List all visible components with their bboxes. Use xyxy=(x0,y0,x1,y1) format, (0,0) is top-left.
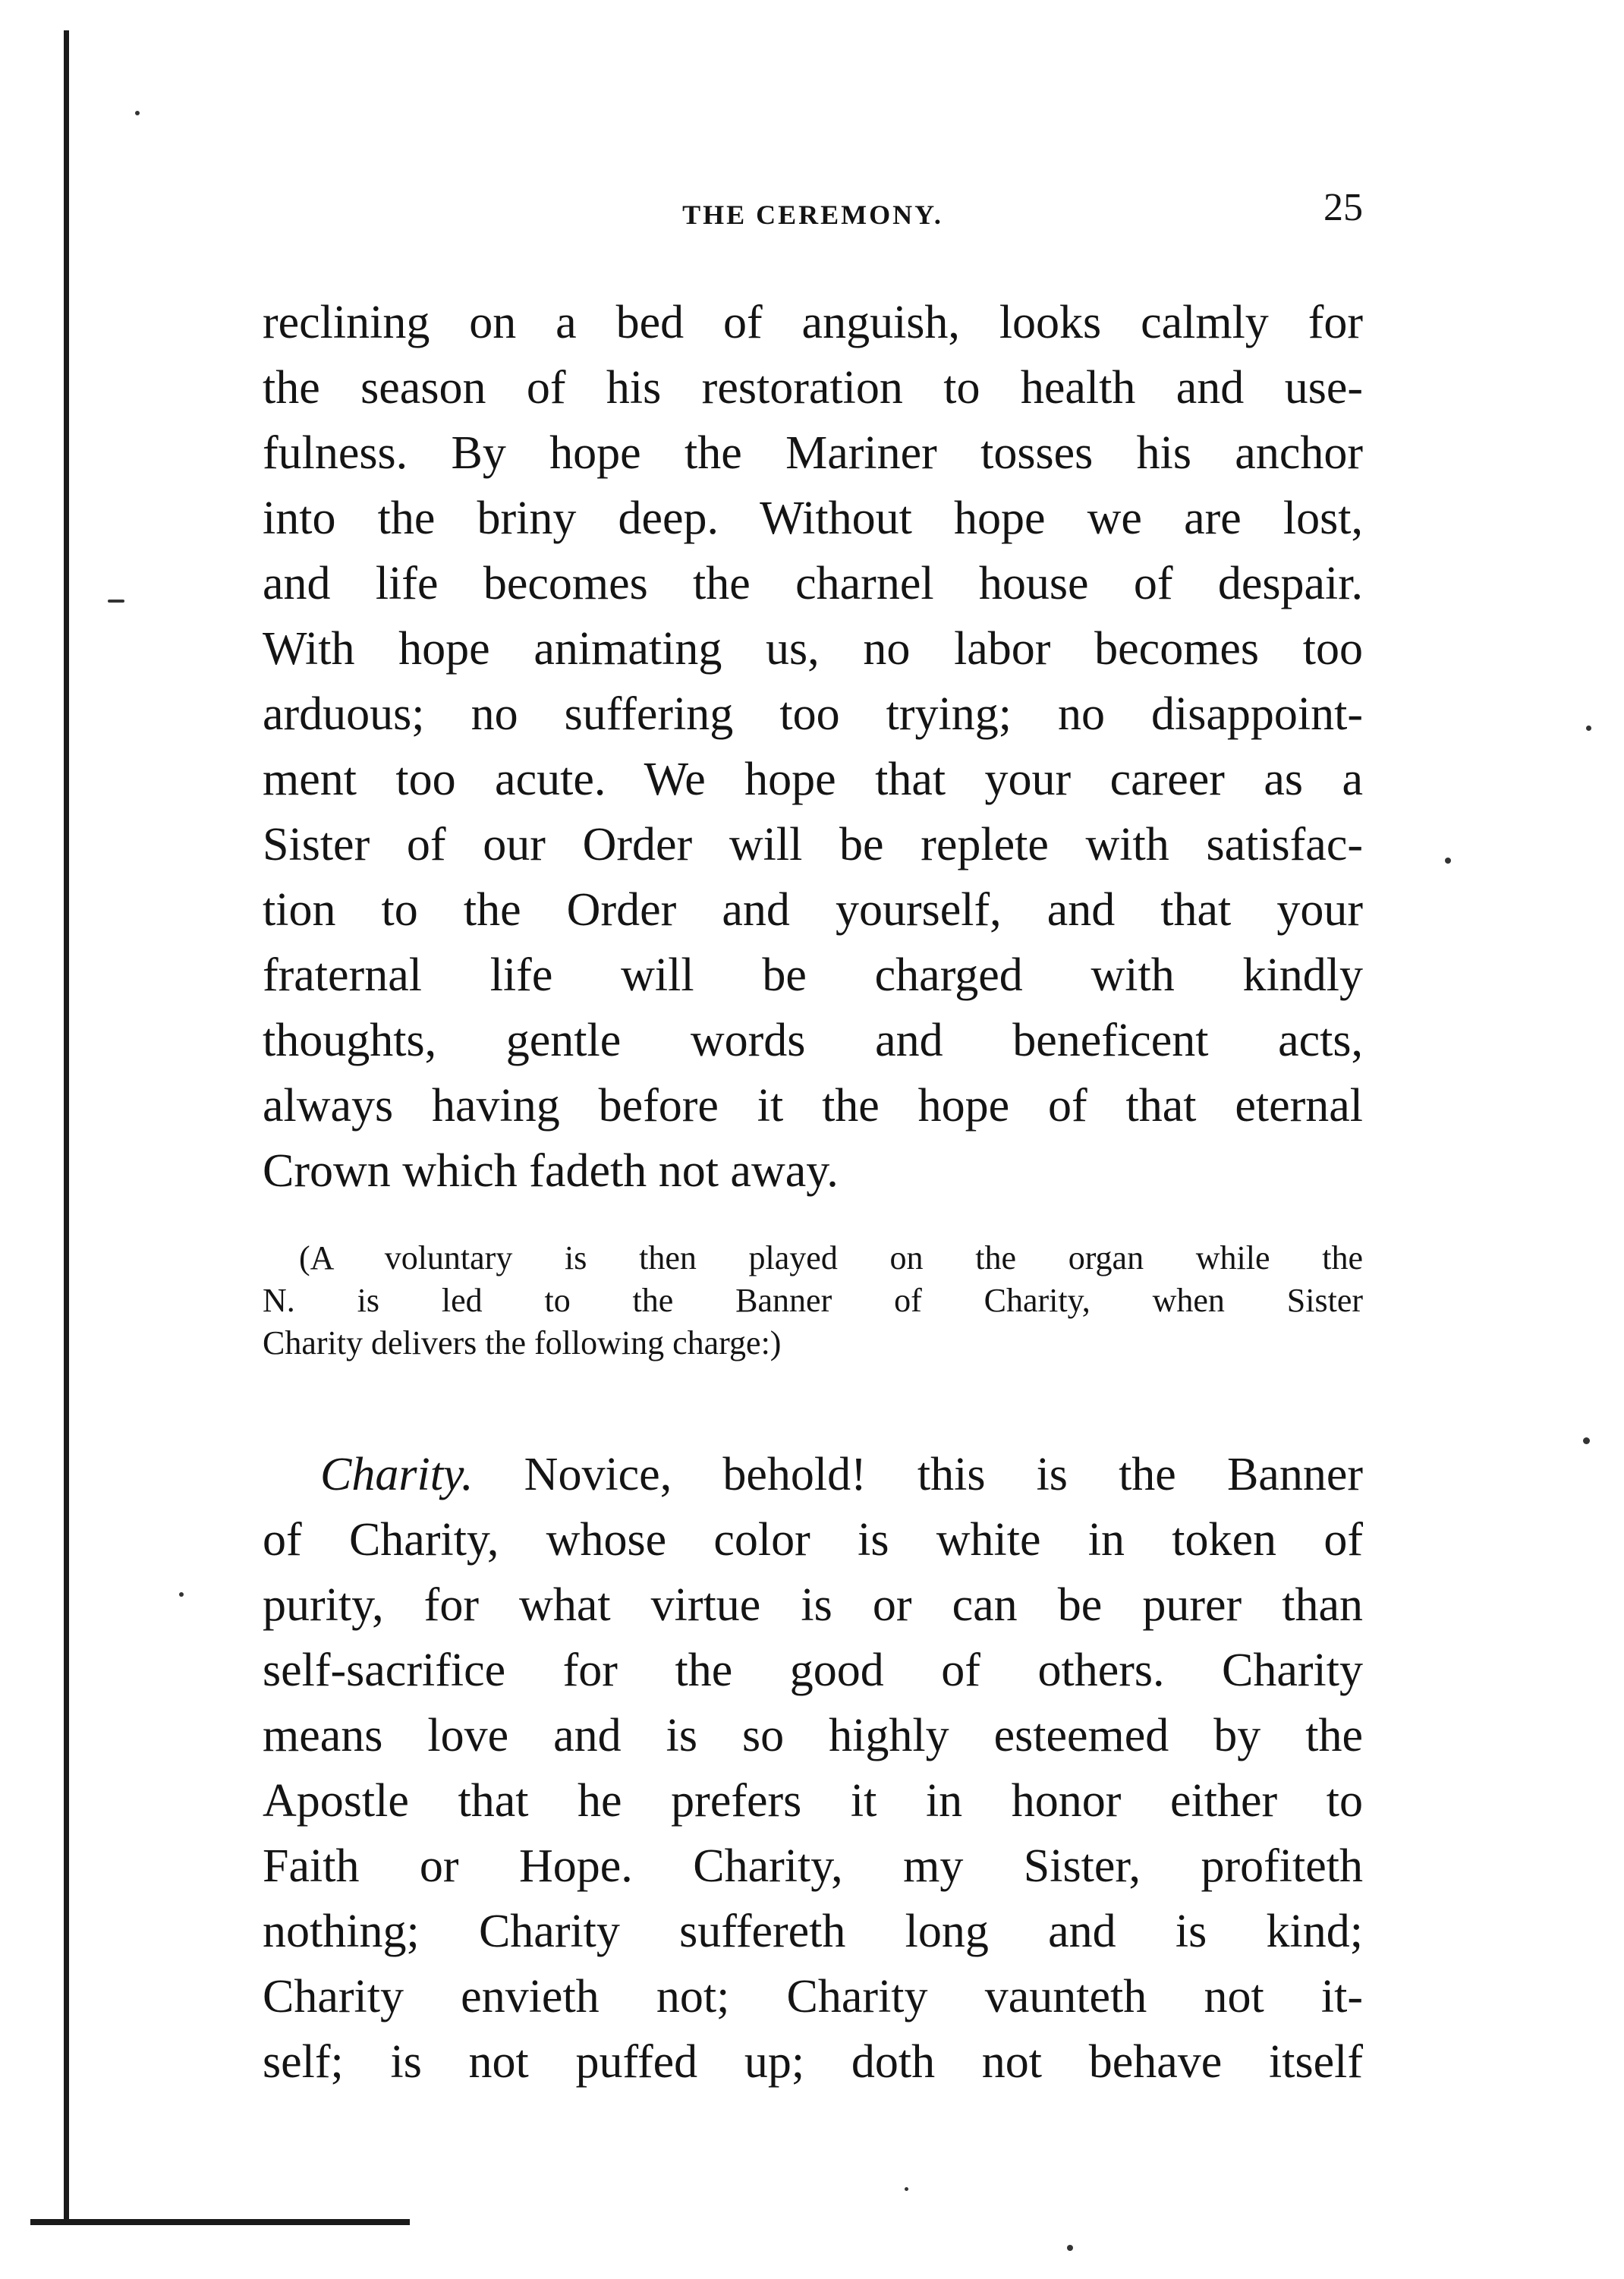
text-line: purity, for what virtue is or can be purer than xyxy=(263,1579,1363,1631)
text-line: self-sacrifice for the good of others. Charity xyxy=(263,1645,1363,1696)
text-line: arduous; no suffering too trying; no disappoint- xyxy=(263,688,1363,740)
scan-speck xyxy=(905,2187,908,2191)
text-line-first xyxy=(263,1442,1363,1507)
text-line: Apostle that he prefers it in honor either to xyxy=(263,1775,1363,1827)
stage-direction-line: N. is led to the Banner of Charity, when Sister xyxy=(263,1282,1363,1319)
text-line: Sister of our Order will be replete with satisfac- xyxy=(263,819,1363,870)
text-line: Crown which fadeth not away. xyxy=(263,1145,839,1197)
text-line: ment too acute. We hope that your career as a xyxy=(263,754,1363,805)
text-line: reclining on a bed of anguish, looks calmly for xyxy=(263,297,1363,348)
scan-speck xyxy=(108,600,124,603)
scan-speck xyxy=(1445,858,1451,864)
text-line: With hope animating us, no labor becomes too xyxy=(263,623,1363,675)
page-binding-foot xyxy=(30,2219,410,2225)
text-line: fulness. By hope the Mariner tosses his anchor xyxy=(263,427,1363,479)
scan-speck xyxy=(1583,1437,1590,1444)
running-head: THE CEREMONY. xyxy=(682,200,943,230)
stage-direction-line: Charity delivers the following charge:) xyxy=(263,1324,782,1361)
text-line: fraternal life will be charged with kindly xyxy=(263,949,1363,1001)
stage-direction xyxy=(263,1237,1363,1365)
speaker-name: Charity. xyxy=(320,1449,474,1500)
text-line: thoughts, gentle words and beneficent acts, xyxy=(263,1015,1363,1066)
text-line: tion to the Order and yourself, and that your xyxy=(263,884,1363,936)
page-header xyxy=(263,185,1363,238)
text-fragment: Novice, behold! this is the Banner xyxy=(473,1449,1363,1500)
page-binding-edge xyxy=(64,30,69,2224)
text-line: means love and is so highly esteemed by the xyxy=(263,1710,1363,1761)
text-line: into the briny deep. Without hope we are lost, xyxy=(263,493,1363,544)
text-line: nothing; Charity suffereth long and is kind; xyxy=(263,1906,1363,1957)
text-line: always having before it the hope of that eternal xyxy=(263,1080,1363,1132)
page-number: 25 xyxy=(1323,186,1363,229)
stage-direction-line: (A voluntary is then played on the organ while the xyxy=(299,1239,1363,1276)
scan-speck xyxy=(1067,2245,1073,2251)
text-line: Charity envieth not; Charity vaunteth not it- xyxy=(263,1971,1363,2022)
text-line: self; is not puffed up; doth not behave itself xyxy=(263,2036,1363,2088)
body-paragraph-1 xyxy=(263,290,1363,1204)
text-line: of Charity, whose color is white in token of xyxy=(263,1514,1363,1566)
scan-speck xyxy=(135,111,140,115)
text-line: the season of his restoration to health and use- xyxy=(263,362,1363,414)
scan-speck xyxy=(179,1592,184,1597)
body-paragraph-2 xyxy=(263,1442,1363,2095)
text-line: Faith or Hope. Charity, my Sister, profiteth xyxy=(263,1840,1363,1892)
text-line: and life becomes the charnel house of despair. xyxy=(263,558,1363,609)
scan-speck xyxy=(1586,726,1591,731)
